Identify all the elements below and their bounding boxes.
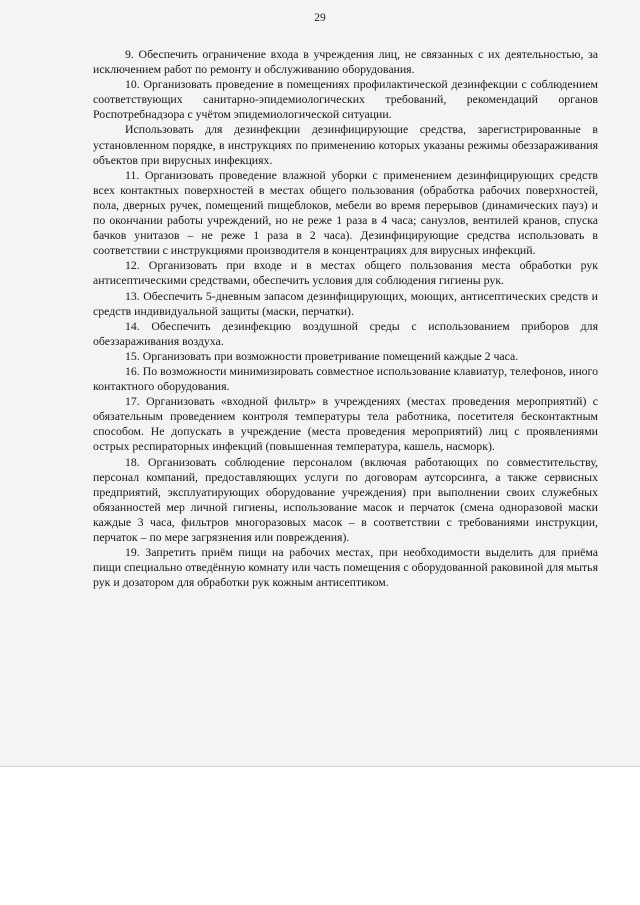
paragraph-item-12: 12. Организовать при входе и в местах общего пользования места обработки рук антисептическими средствами, обеспечить условия для соблюдения гигиены рук. bbox=[93, 258, 598, 288]
paragraph-item-16: 16. По возможности минимизировать совместное использование клавиатур, телефонов, иного контактного оборудования. bbox=[93, 363, 598, 394]
paragraph-item-13: 13. Обеспечить 5-дневным запасом дезинфицирующих, моющих, антисептических средств и средств индивидуальной защиты (маски, перчатки). bbox=[93, 288, 598, 318]
blank-area bbox=[0, 767, 640, 905]
paragraph-item-9: 9. Обеспечить ограничение входа в учреждения лиц, не связанных с их деятельностью, за исключением работ по ремонту и обслуживанию оборудования. bbox=[93, 47, 598, 77]
paragraph-disinfectants: Использовать для дезинфекции дезинфицирующие средства, зарегистрированные в установленном порядке, в инструкциях по применению которых указаны режимы обеззараживания объектов при вирусных инфекциях. bbox=[93, 122, 598, 167]
paragraph-item-15: 15. Организовать при возможности проветривание помещений каждые 2 часа. bbox=[125, 348, 519, 363]
paragraph-item-10: 10. Организовать проведение в помещениях профилактической дезинфекции с соблюдением соответствующих санитарно-эпидемиологических требований, рекомендаций органов Роспотребнадзора с учётом эпидемиологической ситуации. bbox=[93, 77, 598, 122]
document-body bbox=[93, 47, 598, 590]
paragraph-item-19: 19. Запретить приём пищи на рабочих местах, при необходимости выделить для приёма пищи специально отведённую комнату или часть помещения с оборудованной раковиной для мытья рук и дозатором для обработки рук кожным антисептиком. bbox=[93, 545, 598, 590]
paragraph-item-17: 17. Организовать «входной фильтр» в учреждениях (местах проведения мероприятий) с обязательным проведением контроля температуры тела работника, посетителя бесконтактным способом. Не допускать в учреждение (места проведения мероприятий) лиц с проявлениями острых респираторных инфекций (повышенная температура, кашель, насморк). bbox=[93, 394, 598, 454]
paragraph-item-18: 18. Организовать соблюдение персоналом (включая работающих по совместительству, персонал компаний, предоставляющих услуги по договорам аутсорсинга, а также сервисных предприятий, эксплуатирующих оборудование учреждения) при выполнении своих служебных обязанностей мер личной гигиены, использование масок и перчаток (смена одноразовой маски каждые 3 часа, фильтров многоразовых масок – в соответствии с требованиями инструкции, перчаток – по мере загрязнения или повреждения). bbox=[93, 454, 598, 544]
paragraph-item-14: 14. Обеспечить дезинфекцию воздушной среды с использованием приборов для обеззараживания воздуха. bbox=[93, 318, 598, 348]
page-number: 29 bbox=[314, 12, 326, 24]
paragraph-item-11: 11. Организовать проведение влажной уборки с применением дезинфицирующих средств всех контактных поверхностей в местах общего пользования (обработка рабочих поверхностей, пола, дверных ручек, помещений пищеблоков, мебели во время перерывов (динамических пауз) и по окончании работы учреждений, но не реже 1 раза в 4 часа; санузлов, вентилей кранов, спуска бачков унитазов – не реже 1 раза в 2 часа). Дезинфицирующие средства использовать в соответствии с инструкциями производителя в концентрациях для вирусных инфекций. bbox=[93, 167, 598, 258]
